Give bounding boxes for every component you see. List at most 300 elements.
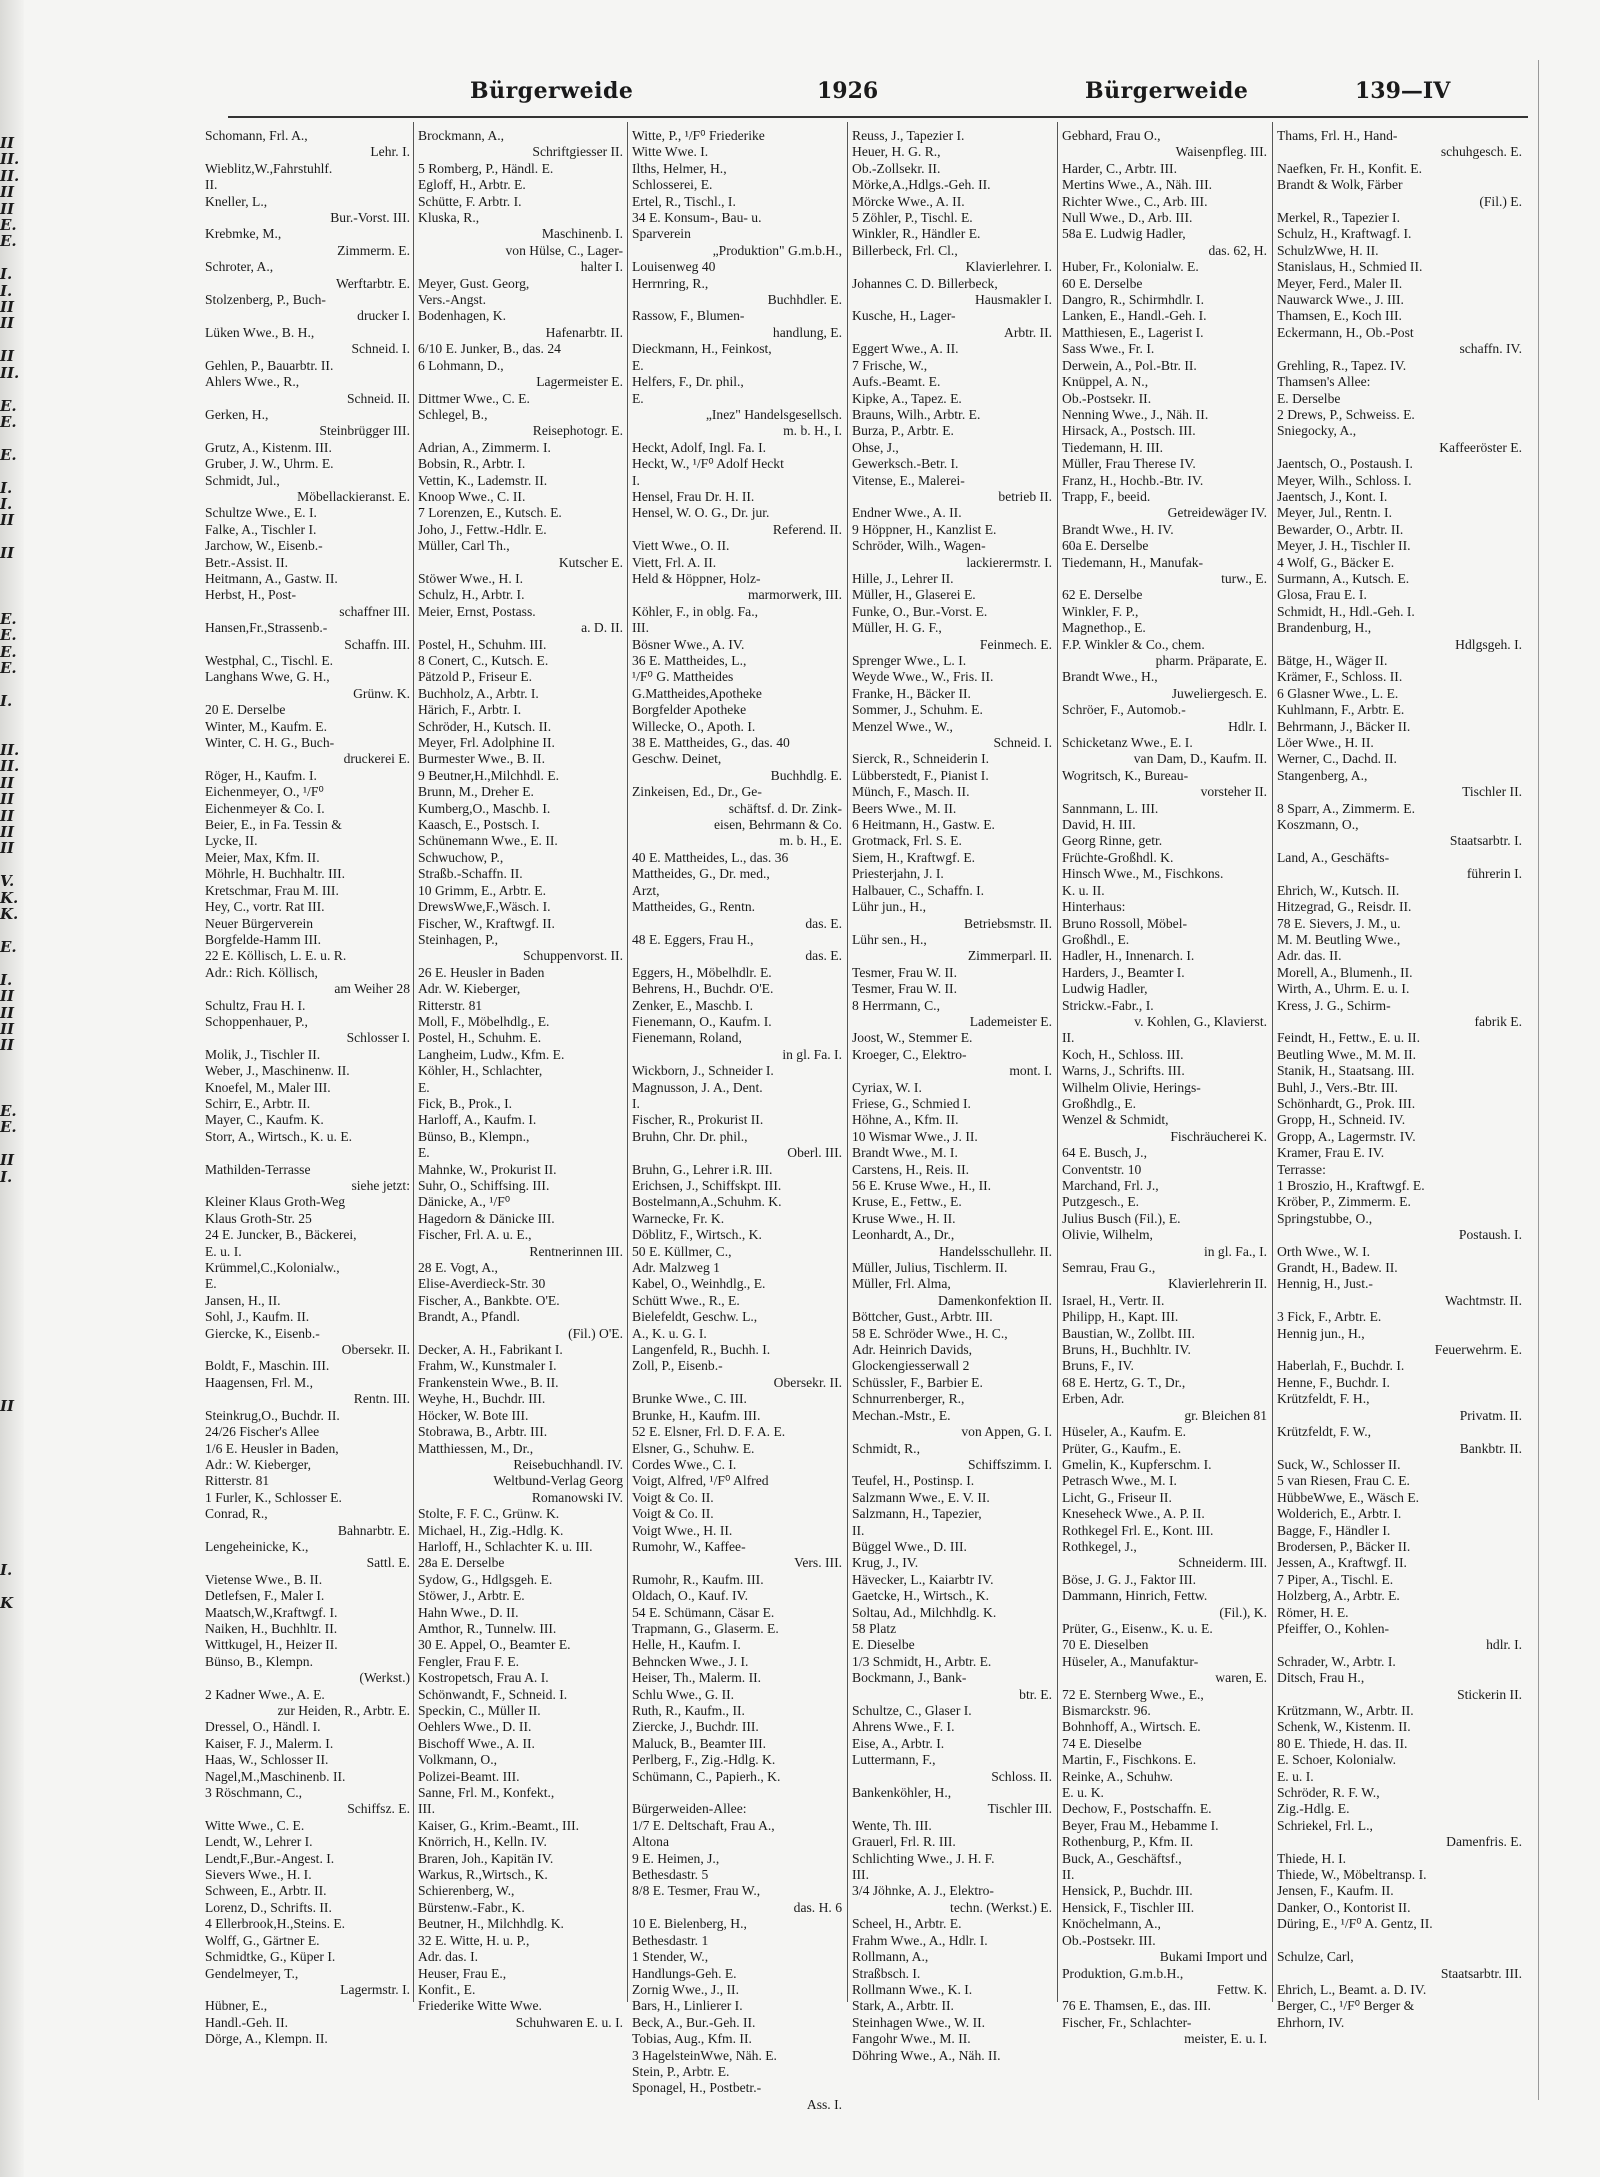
margin-mark: E. <box>0 659 17 677</box>
directory-entry: Müller, Julius, Tischlerm. II. <box>852 1260 1008 1276</box>
directory-entry: Stolte, F. F. C., Grünw. K. <box>418 1506 560 1522</box>
directory-entry: Hensel, W. O. G., Dr. jur. <box>632 505 770 521</box>
margin-mark <box>0 1365 22 1381</box>
directory-entry: 2 Kadner Wwe., A. E. <box>205 1686 325 1702</box>
margin-mark <box>0 1480 22 1496</box>
directory-entry: Grehling, R., Tapez. IV. <box>1277 357 1407 373</box>
directory-entry: Möhrle, H. Buchhaltr. III. <box>205 866 346 882</box>
directory-entry: Harloff, A., Kaufm. I. <box>418 1112 537 1128</box>
margin-mark: II <box>0 134 15 152</box>
directory-entry: Mattheides, G., Dr. med., <box>632 866 770 882</box>
directory-entry: Feindt, H., Fettw., E. u. II. <box>1277 1030 1420 1046</box>
directory-entry: Steinhagen, P., <box>418 931 499 947</box>
column-divider <box>413 122 414 2002</box>
directory-entry: das. 62, H. <box>1208 242 1267 258</box>
directory-entry: handlung, E. <box>772 324 842 340</box>
directory-entry: Harloff, H., Schlachter K. u. III. <box>418 1538 593 1554</box>
header-rule <box>228 116 1528 118</box>
directory-entry: Menzel Wwe., W., <box>852 718 953 734</box>
directory-entry: Held & Höppner, Holz- <box>632 570 761 586</box>
directory-entry: Staatsarbtr. III. <box>1440 1965 1522 1981</box>
directory-entry: Brockmann, A., <box>418 128 505 143</box>
column-5 <box>1062 128 1267 2047</box>
directory-entry: Hille, J., Lehrer II. <box>852 570 954 586</box>
directory-entry: Müller, Carl Th., <box>418 538 510 554</box>
directory-entry: 34 E. Konsum-, Bau- u. <box>632 210 762 226</box>
directory-entry: m. b. H., E. <box>779 833 842 849</box>
directory-entry: Stanik, H., Staatsang. III. <box>1277 1063 1415 1079</box>
directory-entry: Grotmack, Frl. S. E. <box>852 833 962 849</box>
directory-entry: Ohse, J., <box>852 439 899 455</box>
directory-entry: 24/26 Fischer's Allee <box>205 1424 320 1440</box>
margin-mark: II <box>0 839 15 858</box>
directory-entry: Schween, E., Arbtr. II. <box>205 1883 327 1899</box>
directory-entry: Schünemann Wwe., E. II. <box>418 833 558 849</box>
directory-entry: Postel, H., Schuhm. III. <box>418 636 547 652</box>
directory-entry: Rumohr, R., Kaufm. III. <box>632 1571 764 1587</box>
directory-entry: Grandt, H., Badew. II. <box>1277 1260 1398 1276</box>
directory-entry: E. u. K. <box>1062 1785 1104 1801</box>
directory-entry: Schütt Wwe., R., E. <box>632 1292 740 1308</box>
margin-mark <box>0 726 22 742</box>
directory-entry: Georg Rinne, getr. <box>1062 833 1163 849</box>
directory-entry: „Inez" Handelsgesellsch. <box>705 406 842 422</box>
directory-entry: Bürstenw.-Fabr., K. <box>418 1899 525 1915</box>
directory-entry: Zimmerparl. II. <box>967 948 1052 964</box>
margin-mark <box>0 676 22 692</box>
directory-entry: Jaentsch, O., Postaush. I. <box>1277 456 1413 472</box>
directory-entry: Prüter, G., Eisenw., K. u. E. <box>1062 1620 1213 1636</box>
directory-entry: 70 E. Dieselben <box>1062 1637 1149 1653</box>
directory-entry: Salzmann, H., Tapezier, <box>852 1506 982 1522</box>
directory-entry: Schneid. I. <box>351 341 410 357</box>
directory-entry: Burza, P., Arbtr. E. <box>852 423 954 439</box>
directory-entry: Wolff, G., Gärtner E. <box>205 1932 320 1948</box>
directory-entry: Nauwarck Wwe., J. III. <box>1277 292 1404 308</box>
margin-mark: II <box>0 823 15 842</box>
directory-entry: Stolzenberg, P., Buch- <box>205 292 326 308</box>
directory-entry: Borgfelde-Hamm III. <box>205 931 322 947</box>
directory-entry: Referend. II. <box>772 521 842 537</box>
directory-entry: Franke, H., Bäcker II. <box>852 685 971 701</box>
margin-mark: II. <box>0 757 20 776</box>
margin-mark <box>0 250 22 266</box>
directory-entry: Sponagel, H., Postbetr.- <box>632 2080 762 2096</box>
directory-entry: Stark, A., Arbtr. II. <box>852 1998 954 2014</box>
directory-entry: druckerei E. <box>343 751 410 767</box>
directory-entry: 58 Platz <box>852 1620 897 1636</box>
directory-entry: Bünso, B., Klempn., <box>418 1128 530 1144</box>
directory-entry: Zoll, P., Eisenb.- <box>632 1358 723 1374</box>
directory-entry: Langheim, Ludw., Kfm. E. <box>418 1046 565 1062</box>
directory-entry: Sprenger Wwe., L. I. <box>852 653 967 668</box>
directory-entry: Morell, A., Blumenh., II. <box>1277 964 1413 980</box>
directory-entry: Gruber, J. W., Uhrm. E. <box>205 456 334 472</box>
directory-entry: 56 E. Kruse Wwe., H., II. <box>852 1178 992 1193</box>
directory-entry: 62 E. Derselbe <box>1062 587 1143 603</box>
directory-entry: Lagermeister E. <box>536 374 623 390</box>
directory-entry: Brunke, H., Kaufm. III. <box>632 1407 761 1423</box>
directory-entry: Licht, G., Friseur II. <box>1062 1489 1172 1505</box>
directory-entry: Bahnarbtr. E. <box>337 1522 410 1538</box>
directory-entry: Bankbtr. II. <box>1459 1440 1522 1456</box>
directory-entry: 78 E. Sievers, J. M., u. <box>1277 915 1401 931</box>
directory-entry: Nenning Wwe., J., Näh. II. <box>1062 406 1209 422</box>
directory-entry: Meier, Ernst, Postass. <box>418 603 536 619</box>
directory-entry: Schröder, H., Kutsch. II. <box>418 718 552 734</box>
directory-entry: Sass Wwe., Fr. I. <box>1062 341 1155 357</box>
directory-entry: marmorwerk, III. <box>748 587 842 603</box>
directory-entry: Knüppel, A. N., <box>1062 374 1149 390</box>
directory-entry: 1/7 E. Deltschaft, Frau A., <box>632 1817 775 1833</box>
directory-entry: Semrau, Frau G., <box>1062 1260 1156 1276</box>
directory-entry: Knoefel, M., Maler III. <box>205 1079 331 1095</box>
directory-entry: Zornig Wwe., J., II. <box>632 1981 739 1997</box>
directory-entry: Wachtmstr. II. <box>1444 1292 1522 1308</box>
margin-mark <box>0 709 22 725</box>
directory-entry: Oehlers Wwe., D. II. <box>418 1719 532 1735</box>
directory-entry: Stöwer Wwe., H. I. <box>418 570 524 586</box>
directory-entry: zur Heiden, R., Arbtr. E. <box>277 1703 410 1718</box>
margin-mark <box>0 1251 22 1267</box>
directory-entry: Aufs.-Beamt. E. <box>852 374 941 390</box>
directory-entry: Müller, H., Glaserei E. <box>852 587 976 603</box>
directory-entry: Friederike Witte Wwe. <box>418 1998 542 2014</box>
directory-entry: hdlr. I. <box>1486 1637 1522 1653</box>
directory-entry: Harder, C., Arbtr. III. <box>1062 160 1177 176</box>
directory-entry: Surmann, A., Kutsch. E. <box>1277 570 1410 586</box>
page-edge-rule <box>1538 60 1539 2100</box>
directory-entry: Produktion, G.m.b.H., <box>1062 1965 1184 1981</box>
directory-entry: Mathilden-Terrasse <box>205 1161 311 1177</box>
directory-entry: Hennig, H., Just.- <box>1277 1276 1373 1292</box>
directory-entry: 5 van Riesen, Frau C. E. <box>1277 1473 1410 1489</box>
directory-entry: E. <box>418 1145 430 1161</box>
directory-entry: Frankenstein Wwe., B. II. <box>418 1374 559 1390</box>
directory-entry: Schwuchow, P., <box>418 849 504 865</box>
directory-entry: Straßb.-Schaffn. II. <box>418 866 523 882</box>
directory-entry: Vettin, K., Lademstr. II. <box>418 472 548 488</box>
directory-entry: Kaffeeröster E. <box>1439 439 1522 455</box>
directory-entry: 1 Furler, K., Schlosser E. <box>205 1489 342 1505</box>
directory-entry: Schaffn. III. <box>344 636 410 652</box>
margin-mark: E. <box>0 396 17 415</box>
directory-entry: Ruth, R., Kaufm., II. <box>632 1703 745 1718</box>
directory-entry: Cordes Wwe., C. I. <box>632 1456 737 1472</box>
directory-entry: Winkler, R., Händler E. <box>852 226 981 242</box>
directory-entry: Dittmer Wwe., C. E. <box>418 390 530 406</box>
margin-mark: II <box>0 183 15 202</box>
directory-entry: Obersekr. II. <box>341 1342 410 1358</box>
directory-entry: E. <box>632 390 644 406</box>
directory-entry: Hinsch Wwe., M., Fischkons. <box>1062 866 1224 882</box>
directory-entry: Zenker, E., Maschb. I. <box>632 997 754 1013</box>
directory-entry: Richter Wwe., C., Arb. III. <box>1062 193 1208 209</box>
directory-entry: Joost, W., Stemmer E. <box>852 1030 973 1046</box>
directory-entry: Derwein, A., Pol.-Btr. II. <box>1062 357 1197 373</box>
directory-entry: Schlu Wwe., G. II. <box>632 1686 735 1702</box>
directory-entry: Gmelin, K., Kupferschm. I. <box>1062 1456 1212 1472</box>
margin-mark <box>0 1431 22 1447</box>
directory-entry: 8 Conert, C., Kutsch. E. <box>418 653 549 668</box>
directory-entry: Mayer, C., Kaufm. K. <box>205 1112 324 1128</box>
directory-entry: Gaetcke, H., Wirtsch., K. <box>852 1588 989 1604</box>
directory-entry: Rumohr, W., Kaffee- <box>632 1538 746 1554</box>
margin-mark: II <box>0 314 15 333</box>
directory-entry: Gerken, H., <box>205 406 269 422</box>
margin-mark: I. <box>0 1561 13 1580</box>
directory-entry: Ludwig Hadler, <box>1062 981 1148 997</box>
directory-entry: G.Mattheides,Apotheke <box>632 685 762 701</box>
directory-entry: Salzmann Wwe., E. V. II. <box>852 1489 990 1505</box>
directory-entry: Heuer, H. G. R., <box>852 144 941 160</box>
directory-entry: Fischer, R., Prokurist II. <box>632 1112 764 1128</box>
margin-mark: I. <box>0 478 13 497</box>
directory-entry: Schiffszimm. I. <box>968 1456 1052 1472</box>
directory-entry: Hinterhaus: <box>1062 899 1126 915</box>
directory-entry: Heckt, Adolf, Ingl. Fa. I. <box>632 439 767 455</box>
directory-entry: 58a E. Ludwig Hadler, <box>1062 226 1186 242</box>
directory-entry: Fischer, W., Kraftwgf. II. <box>418 915 555 931</box>
directory-entry: Eise, A., Arbtr. I. <box>852 1735 945 1751</box>
directory-entry: 1/3 Schmidt, H., Arbtr. E. <box>852 1653 992 1669</box>
margin-mark: E. <box>0 626 17 645</box>
directory-entry: Witte Wwe. I. <box>632 144 709 160</box>
directory-entry: Romanowski IV. <box>531 1489 623 1505</box>
directory-entry: von Appen, G. I. <box>961 1424 1052 1440</box>
directory-entry: Kuhlmann, F., Arbtr. E. <box>1277 702 1405 718</box>
margin-mark <box>0 381 22 397</box>
directory-entry: Winkler, F. P., <box>1062 603 1139 619</box>
directory-entry: Behncken Wwe., J. I. <box>632 1653 749 1669</box>
directory-entry: 5 Zöhler, P., Tischl. E. <box>852 210 973 226</box>
directory-entry: (Fil.) E. <box>1479 193 1522 209</box>
margin-mark <box>0 1644 22 1660</box>
directory-entry: 8 Sparr, A., Zimmerm. E. <box>1277 800 1416 816</box>
directory-entry: pharm. Präparate, E. <box>1155 653 1267 668</box>
directory-entry: Ob.-Postsekr. III. <box>1062 1932 1156 1948</box>
directory-entry: Braren, Joh., Kapitän IV. <box>418 1850 554 1866</box>
directory-entry: Getreidewäger IV. <box>1167 505 1267 521</box>
directory-entry: Naefken, Fr. H., Konfit. E. <box>1277 160 1422 176</box>
margin-mark: E. <box>0 937 17 956</box>
directory-entry: Meyer, J. H., Tischler II. <box>1277 538 1411 554</box>
margin-mark <box>0 955 22 971</box>
directory-entry: Fick, B., Prok., I. <box>418 1095 513 1111</box>
directory-entry: SchulzWwe, H. II. <box>1277 242 1379 258</box>
directory-entry: 4 Wolf, G., Bäcker E. <box>1277 554 1395 570</box>
directory-entry: Ertel, R., Tischl., I. <box>632 193 736 209</box>
directory-entry: Schulz, H., Arbtr. I. <box>418 587 525 603</box>
directory-entry: Mattheides, G., Rentn. <box>632 899 756 915</box>
directory-entry: Joho, J., Fettw.-Hdlr. E. <box>418 521 547 537</box>
directory-entry: Baustian, W., Zollbt. III. <box>1062 1325 1195 1341</box>
directory-entry: Bruhn, Chr. Dr. phil., <box>632 1128 748 1144</box>
directory-entry: Suck, W., Schlosser II. <box>1277 1456 1401 1472</box>
directory-entry: Vitense, E., Malerei- <box>852 472 965 488</box>
directory-entry: Sierck, R., Schneiderin I. <box>852 751 990 767</box>
directory-entry: 1 Broszio, H., Kraftwgf. E. <box>1277 1178 1425 1193</box>
directory-entry: Schlosserei, E. <box>632 177 713 193</box>
directory-entry: Lühr sen., H., <box>852 931 927 947</box>
margin-mark: II <box>0 987 15 1006</box>
directory-entry: Springstubbe, O., <box>1277 1210 1373 1226</box>
directory-entry: Lagermstr. I. <box>340 1981 410 1997</box>
directory-entry: Jansen, H., II. <box>205 1292 281 1308</box>
directory-entry: Sohl, J., Kaufm. II. <box>205 1309 310 1325</box>
directory-entry: turw., E. <box>1221 570 1267 586</box>
directory-entry: Lengeheinicke, K., <box>205 1538 309 1554</box>
directory-entry: Bobsin, R., Arbtr. I. <box>418 456 526 472</box>
directory-entry: Glosa, Frau E. I. <box>1277 587 1367 603</box>
directory-entry: Putzgesch., E. <box>1062 1194 1140 1210</box>
directory-entry: Pfeiffer, O., Kohlen- <box>1277 1620 1390 1636</box>
directory-entry: Handelsschullehr. II. <box>939 1243 1052 1259</box>
directory-entry: Olivie, Wilhelm, <box>1062 1227 1153 1243</box>
directory-entry: Hüseler, A., Kaufm. E. <box>1062 1424 1187 1440</box>
margin-mark: K. <box>0 905 19 924</box>
directory-entry: Warnecke, Fr. K. <box>632 1210 725 1226</box>
directory-entry: Kruse Wwe., H. II. <box>852 1210 956 1226</box>
directory-entry: Beyer, Frau M., Hebamme I. <box>1062 1817 1219 1833</box>
directory-entry: Hadler, H., Innenarch. I. <box>1062 948 1195 964</box>
directory-entry: Funke, O., Bur.-Vorst. E. <box>852 603 988 619</box>
directory-entry: 32 E. Witte, H. u. P., <box>418 1932 530 1948</box>
directory-entry: Pätzold P., Friseur E. <box>418 669 533 685</box>
directory-entry: Damenkonfektion II. <box>937 1292 1052 1308</box>
directory-entry: Behrens, H., Buchdr. O'E. <box>632 981 774 997</box>
directory-entry: Ehrich, L., Beamt. a. D. IV. <box>1277 1981 1427 1997</box>
directory-entry: Schönhardt, G., Prok. III. <box>1277 1095 1416 1111</box>
directory-entry: Krützfeldt, F. H., <box>1277 1391 1370 1407</box>
directory-entry: Reisebuchhandl. IV. <box>513 1456 623 1472</box>
directory-entry: Waisenpfleg. III. <box>1175 144 1267 160</box>
directory-entry: Buchholz, A., Arbtr. I. <box>418 685 539 701</box>
directory-entry: Hüseler, A., Manufaktur- <box>1062 1653 1199 1669</box>
directory-entry: Storr, A., Wirtsch., K. u. E. <box>205 1128 353 1144</box>
directory-entry: 30 E. Appel, O., Beamter E. <box>418 1637 571 1653</box>
directory-entry: E. Dieselbe <box>852 1637 915 1653</box>
directory-entry: Schloss. II. <box>991 1768 1052 1784</box>
directory-entry: Giercke, K., Eisenb.- <box>205 1325 320 1341</box>
directory-entry: 52 E. Elsner, Frl. D. F. A. E. <box>632 1424 786 1440</box>
directory-entry: Bielefeldt, Geschw. L., <box>632 1309 758 1325</box>
directory-entry: Hävecker, L., Kaiarbtr IV. <box>852 1571 994 1587</box>
directory-entry: 10 Wismar Wwe., J. II. <box>852 1128 978 1144</box>
margin-mark <box>0 1808 22 1824</box>
directory-entry: Bohnhoff, A., Wirtsch. E. <box>1062 1719 1201 1735</box>
directory-entry: Kröber, P., Zimmerm. E. <box>1277 1194 1411 1210</box>
margin-mark: II <box>0 773 15 792</box>
directory-entry: Schrader, W., Arbtr. I. <box>1277 1653 1396 1669</box>
directory-entry: Rothenburg, P., Kfm. II. <box>1062 1834 1194 1850</box>
margin-mark <box>0 1792 22 1808</box>
directory-entry: 76 E. Thamsen, E., das. III. <box>1062 1998 1211 2014</box>
directory-entry: Schuhwaren E. u. I. <box>515 2014 623 2030</box>
directory-entry: Dechow, F., Postschaffn. E. <box>1062 1801 1212 1817</box>
directory-entry: Meyer, Ferd., Maler II. <box>1277 275 1403 291</box>
directory-entry: 22 E. Köllisch, L. E. u. R. <box>205 948 347 964</box>
directory-entry: 10 E. Bielenberg, H., <box>632 1916 747 1932</box>
directory-entry: Kretschmar, Frau M. III. <box>205 882 339 898</box>
directory-entry: 24 E. Juncker, B., Bäckerei, <box>205 1227 357 1243</box>
directory-entry: Beers Wwe., M. II. <box>852 800 957 816</box>
street-name-right: Bürgerweide <box>1085 78 1249 104</box>
directory-entry: Volkmann, O., <box>418 1752 498 1768</box>
directory-entry: Jaentsch, J., Kont. I. <box>1277 488 1388 504</box>
directory-entry: Thamsen's Allee: <box>1277 374 1371 390</box>
directory-entry <box>1277 1933 1522 1949</box>
directory-entry: Kipke, A., Tapez. E. <box>852 390 962 406</box>
directory-entry: Meyer, Wilh., Schloss. I. <box>1277 472 1412 488</box>
directory-entry: 3 Röschmann, C., <box>205 1785 303 1801</box>
directory-entry: Kusche, H., Lager- <box>852 308 956 324</box>
directory-entry: Philipp, H., Kapt. III. <box>1062 1309 1179 1325</box>
directory-entry: Mechan.-Mstr., E. <box>852 1407 951 1423</box>
directory-entry: Vers.-Angst. <box>418 292 486 308</box>
directory-entry: Härich, F., Arbtr. I. <box>418 702 522 718</box>
directory-entry: Brandt Wwe., H., <box>1062 669 1158 685</box>
directory-entry: Bethesdastr. 1 <box>632 1932 709 1948</box>
directory-entry: Brunn, M., Dreher E. <box>418 784 534 800</box>
directory-entry: Ahlers Wwe., R., <box>205 374 300 390</box>
margin-mark: I. <box>0 494 13 513</box>
directory-entry: Rothkegel Frl. E., Kont. III. <box>1062 1522 1214 1538</box>
directory-entry: Wogritsch, K., Bureau- <box>1062 767 1189 783</box>
directory-entry: 10 Grimm, E., Arbtr. E. <box>418 882 546 898</box>
margin-mark <box>0 1628 22 1644</box>
directory-entry: Dangro, R., Schirmhdlr. I. <box>1062 292 1204 308</box>
margin-mark <box>0 1300 22 1316</box>
directory-entry: Schroter, A., <box>205 259 274 275</box>
directory-entry: 40 E. Mattheides, L., das. 36 <box>632 849 789 865</box>
directory-entry: Maatsch,W.,Kraftwgf. I. <box>205 1604 338 1620</box>
directory-entry: Rollmann Wwe., K. I. <box>852 1981 973 1997</box>
directory-entry: Elise-Averdieck-Str. 30 <box>418 1276 546 1292</box>
directory-entry: Lanken, E., Handl.-Geh. I. <box>1062 308 1207 324</box>
directory-entry: Haberlah, F., Buchdr. I. <box>1277 1358 1405 1374</box>
directory-entry: Lüken Wwe., B. H., <box>205 324 315 340</box>
directory-entry: Büggel Wwe., D. III. <box>852 1538 967 1554</box>
page-number: 139—IV <box>1355 78 1451 104</box>
directory-entry: Julius Busch (Fil.), E. <box>1062 1210 1181 1226</box>
directory-entry: Lühr jun., H., <box>852 899 927 915</box>
directory-entry: II. <box>1062 1867 1075 1883</box>
directory-entry: Schlichting Wwe., J. H. F. <box>852 1850 995 1866</box>
directory-entry: führerin I. <box>1466 866 1522 882</box>
directory-entry: Hensick, F., Tischler III. <box>1062 1899 1195 1915</box>
directory-entry: Adr. Heinrich Davids, <box>852 1342 973 1358</box>
directory-entry: Jarchow, W., Eisenb.- <box>205 538 323 554</box>
directory-entry: Trapmann, G., Glaserm. E. <box>632 1620 779 1636</box>
directory-entry: Zig.-Hdlg. E. <box>1277 1801 1350 1817</box>
directory-entry: Glockengiesserwall 2 <box>852 1358 970 1374</box>
directory-entry: Fettw. K. <box>1216 1981 1267 1997</box>
directory-entry: Schultze Wwe., E. I. <box>205 505 317 521</box>
directory-entry: Sniegocky, A., <box>1277 423 1357 439</box>
directory-entry: Brandenburg, H., <box>1277 620 1372 636</box>
directory-entry: Meier, Max, Kfm. II. <box>205 849 320 865</box>
directory-entry: betrieb II. <box>998 488 1052 504</box>
directory-entry: Steinhagen Wwe., W. II. <box>852 2014 986 2030</box>
directory-entry: 50 E. Küllmer, C., <box>632 1243 732 1259</box>
margin-mark <box>0 1087 22 1103</box>
directory-entry: Gropp, H., Schneid. IV. <box>1277 1112 1406 1128</box>
directory-entry: Kluska, R., <box>418 210 480 226</box>
directory-entry: Beck, A., Bur.-Geh. II. <box>632 2014 756 2030</box>
directory-entry: Orth Wwe., W. I. <box>1277 1243 1371 1259</box>
directory-entry: DrewsWwe,F.,Wäsch. I. <box>418 899 551 915</box>
